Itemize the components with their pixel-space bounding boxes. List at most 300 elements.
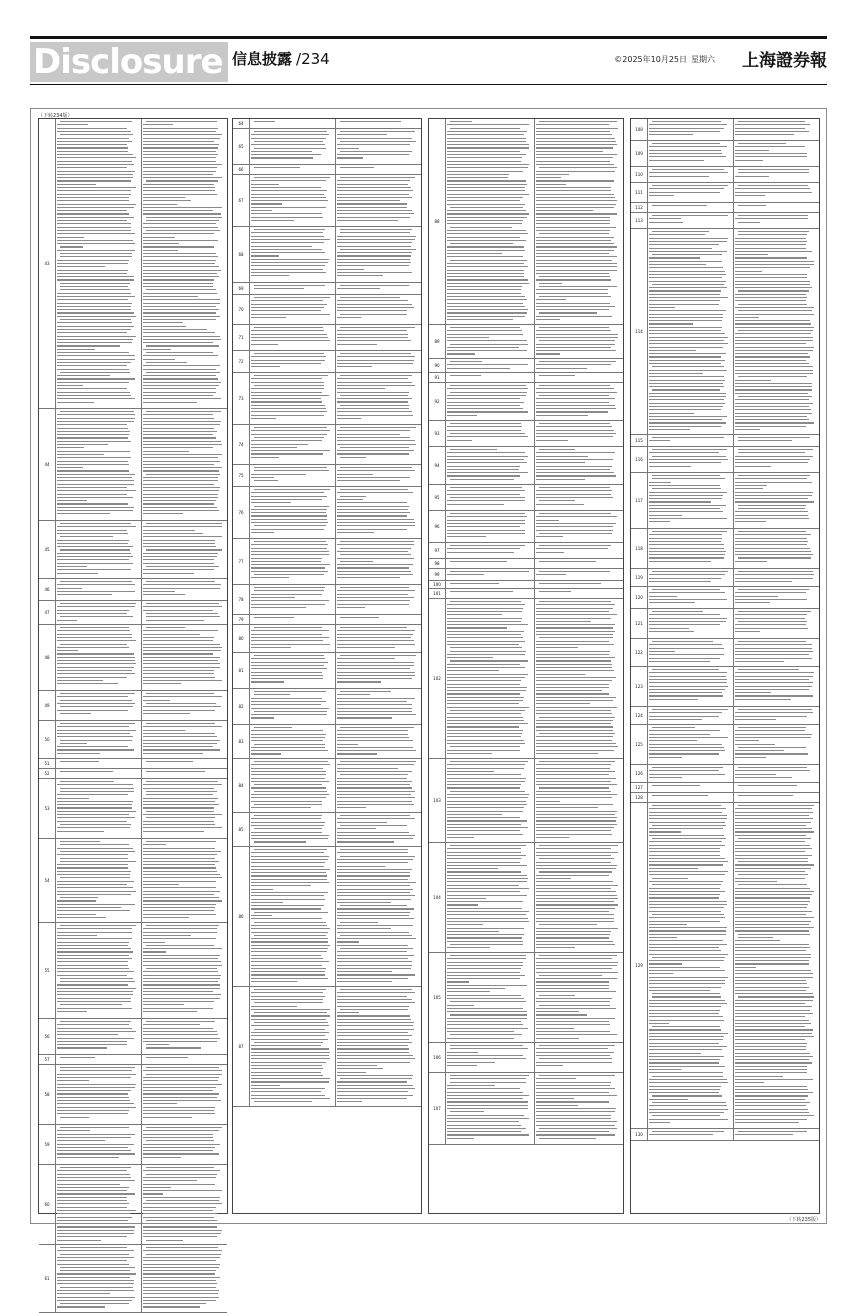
text-line bbox=[735, 661, 784, 662]
text-line bbox=[337, 675, 415, 676]
text-line bbox=[649, 845, 725, 846]
amended-clause-cell bbox=[335, 759, 421, 812]
amended-clause-cell bbox=[534, 447, 623, 484]
text-line bbox=[57, 167, 127, 168]
text-line bbox=[447, 124, 529, 125]
text-line bbox=[251, 300, 323, 301]
text-line bbox=[143, 1070, 222, 1071]
text-line bbox=[735, 927, 814, 928]
text-line bbox=[539, 591, 571, 592]
text-line bbox=[447, 147, 529, 148]
original-clause-cell bbox=[55, 839, 142, 922]
text-line bbox=[649, 548, 724, 549]
text-line bbox=[60, 743, 87, 744]
text-line bbox=[57, 266, 105, 267]
text-line bbox=[735, 940, 780, 941]
text-line bbox=[337, 892, 410, 893]
text-line bbox=[337, 207, 407, 208]
text-line bbox=[143, 157, 216, 158]
text-line bbox=[447, 807, 524, 808]
text-line bbox=[251, 265, 325, 266]
text-line bbox=[649, 618, 727, 619]
text-line bbox=[251, 974, 325, 975]
table-row bbox=[429, 359, 623, 373]
text-line bbox=[735, 366, 813, 367]
text-line bbox=[536, 246, 617, 247]
text-line bbox=[735, 628, 808, 629]
text-line bbox=[57, 1240, 101, 1241]
text-line bbox=[57, 500, 87, 501]
text-line bbox=[57, 1223, 131, 1224]
text-line bbox=[447, 408, 523, 409]
text-line bbox=[735, 1122, 799, 1123]
text-line bbox=[447, 462, 527, 463]
text-line bbox=[649, 459, 728, 460]
text-line bbox=[735, 841, 805, 842]
text-line bbox=[735, 251, 812, 252]
text-line bbox=[649, 828, 723, 829]
original-clause-cell bbox=[55, 1065, 142, 1124]
text-line bbox=[539, 1128, 617, 1129]
text-line bbox=[536, 991, 616, 992]
table-row bbox=[631, 609, 819, 639]
text-line bbox=[143, 740, 220, 741]
text-line bbox=[57, 733, 130, 734]
text-line bbox=[649, 812, 722, 813]
row-number: 87 bbox=[233, 987, 250, 1106]
text-line bbox=[735, 267, 810, 268]
text-line bbox=[57, 1044, 127, 1045]
text-line bbox=[738, 304, 807, 305]
text-line bbox=[735, 618, 805, 619]
text-line bbox=[447, 824, 521, 825]
text-line bbox=[60, 1167, 131, 1168]
text-line bbox=[447, 693, 520, 694]
text-line bbox=[649, 320, 722, 321]
text-line bbox=[735, 409, 811, 410]
text-line bbox=[146, 180, 218, 181]
text-line bbox=[57, 263, 128, 264]
text-line bbox=[536, 730, 613, 731]
original-clause-cell bbox=[445, 1043, 535, 1072]
text-line bbox=[447, 223, 522, 224]
text-line bbox=[146, 1254, 221, 1255]
text-line bbox=[735, 648, 812, 649]
text-line bbox=[536, 981, 609, 982]
row-number: 110 bbox=[631, 167, 648, 182]
text-line bbox=[447, 784, 521, 785]
text-line bbox=[539, 395, 609, 396]
text-line bbox=[251, 941, 328, 942]
text-line bbox=[536, 1118, 611, 1119]
text-line bbox=[337, 1048, 409, 1049]
table-row bbox=[631, 203, 819, 213]
text-line bbox=[536, 891, 616, 892]
text-line bbox=[251, 945, 330, 946]
text-line bbox=[735, 602, 770, 603]
text-line bbox=[340, 229, 412, 230]
text-line bbox=[536, 904, 618, 905]
text-line bbox=[143, 1217, 214, 1218]
text-line bbox=[649, 1029, 721, 1030]
text-line bbox=[57, 1100, 130, 1101]
text-line bbox=[254, 849, 327, 850]
text-line bbox=[143, 1273, 215, 1274]
table-row bbox=[631, 803, 819, 1129]
text-line bbox=[536, 306, 615, 307]
text-line bbox=[340, 617, 379, 618]
text-line bbox=[735, 977, 813, 978]
original-clause-cell bbox=[55, 601, 142, 624]
text-line bbox=[57, 1300, 132, 1301]
text-line bbox=[143, 200, 191, 201]
text-line bbox=[649, 1003, 727, 1004]
row-number: 78 bbox=[233, 585, 250, 614]
text-line bbox=[251, 398, 321, 399]
original-clause-cell bbox=[647, 529, 734, 568]
text-line bbox=[649, 373, 703, 374]
text-line bbox=[337, 522, 415, 523]
text-line bbox=[735, 403, 813, 404]
text-line bbox=[337, 217, 410, 218]
text-line bbox=[735, 456, 813, 457]
text-line bbox=[447, 978, 520, 979]
text-line bbox=[735, 340, 813, 341]
text-line bbox=[143, 147, 218, 148]
text-line bbox=[60, 1247, 127, 1248]
text-line bbox=[536, 270, 617, 271]
text-line bbox=[649, 599, 727, 600]
text-line bbox=[57, 484, 134, 485]
text-line bbox=[251, 210, 272, 211]
text-line bbox=[649, 261, 722, 262]
text-line bbox=[143, 243, 179, 244]
text-line bbox=[337, 480, 400, 481]
text-line bbox=[447, 885, 519, 886]
text-line bbox=[143, 588, 220, 589]
original-clause-cell bbox=[445, 485, 535, 510]
text-line bbox=[57, 1280, 134, 1281]
text-line bbox=[447, 972, 520, 973]
text-line bbox=[251, 515, 327, 516]
text-line bbox=[146, 220, 219, 221]
text-line bbox=[738, 727, 806, 728]
text-line bbox=[735, 363, 809, 364]
text-line bbox=[251, 395, 329, 396]
text-line bbox=[340, 327, 415, 328]
text-line bbox=[57, 736, 133, 737]
text-line bbox=[60, 861, 136, 862]
text-line bbox=[143, 848, 215, 849]
text-line bbox=[447, 697, 524, 698]
table-row bbox=[631, 587, 819, 609]
text-line bbox=[649, 835, 724, 836]
text-line bbox=[738, 376, 807, 377]
text-line bbox=[57, 204, 136, 205]
text-line bbox=[536, 848, 611, 849]
text-line bbox=[340, 375, 412, 376]
text-line bbox=[254, 427, 327, 428]
original-clause-cell bbox=[445, 383, 535, 420]
text-line bbox=[337, 841, 394, 842]
text-line bbox=[649, 1066, 725, 1067]
text-line bbox=[57, 1080, 89, 1081]
text-line bbox=[649, 960, 724, 961]
text-line bbox=[447, 200, 520, 201]
amended-clause-cell bbox=[335, 813, 421, 846]
original-clause-cell bbox=[647, 167, 734, 182]
text-line bbox=[536, 459, 613, 460]
original-clause-cell bbox=[647, 473, 734, 528]
text-line bbox=[143, 798, 218, 799]
text-line bbox=[450, 660, 528, 661]
text-line bbox=[60, 372, 130, 373]
table-row bbox=[429, 759, 623, 843]
text-line bbox=[57, 1210, 136, 1211]
text-line bbox=[536, 740, 612, 741]
text-line bbox=[536, 680, 612, 681]
text-line bbox=[337, 184, 408, 185]
table-column-4 bbox=[630, 118, 820, 1214]
text-line bbox=[340, 548, 411, 549]
text-line bbox=[447, 690, 526, 691]
text-line bbox=[340, 131, 415, 132]
original-clause-cell bbox=[647, 569, 734, 586]
text-line bbox=[143, 660, 218, 661]
text-line bbox=[735, 323, 811, 324]
text-line bbox=[337, 1055, 413, 1056]
text-line bbox=[649, 858, 725, 859]
text-line bbox=[447, 405, 520, 406]
text-line bbox=[649, 1069, 681, 1070]
text-line bbox=[536, 978, 617, 979]
text-line bbox=[735, 287, 812, 288]
text-line bbox=[143, 573, 194, 574]
text-line bbox=[143, 647, 222, 648]
text-line bbox=[652, 121, 721, 122]
text-line bbox=[57, 1087, 135, 1088]
text-line bbox=[735, 294, 806, 295]
text-line bbox=[143, 984, 220, 985]
text-line bbox=[60, 771, 113, 772]
text-line bbox=[649, 501, 711, 502]
text-line bbox=[337, 694, 370, 695]
text-line bbox=[536, 931, 611, 932]
text-line bbox=[340, 815, 410, 816]
text-line bbox=[649, 1062, 719, 1063]
text-line bbox=[337, 955, 414, 956]
text-line bbox=[251, 981, 297, 982]
row-number: 52 bbox=[39, 769, 56, 778]
table-row bbox=[39, 521, 227, 579]
text-line bbox=[251, 477, 274, 478]
text-line bbox=[57, 1090, 131, 1091]
original-clause-cell bbox=[647, 793, 734, 802]
text-line bbox=[447, 674, 528, 675]
text-line bbox=[251, 382, 324, 383]
text-line bbox=[735, 950, 806, 951]
row-number: 96 bbox=[429, 511, 446, 542]
text-line bbox=[60, 978, 133, 979]
table-row bbox=[39, 409, 227, 521]
row-number: 67 bbox=[233, 175, 250, 226]
text-line bbox=[450, 571, 529, 572]
text-line bbox=[649, 350, 696, 351]
text-line bbox=[652, 571, 728, 572]
text-line bbox=[652, 231, 709, 232]
text-line bbox=[536, 968, 612, 969]
text-line bbox=[337, 807, 366, 808]
text-line bbox=[649, 848, 720, 849]
text-line bbox=[447, 1028, 528, 1029]
original-clause-cell bbox=[55, 521, 142, 578]
text-line bbox=[60, 693, 135, 694]
text-line bbox=[536, 634, 613, 635]
text-line bbox=[143, 444, 222, 445]
text-line bbox=[143, 194, 217, 195]
text-line bbox=[60, 1067, 135, 1068]
text-line bbox=[251, 246, 312, 247]
text-line bbox=[447, 713, 521, 714]
text-line bbox=[735, 858, 808, 859]
text-line bbox=[337, 499, 363, 500]
row-number: 122 bbox=[631, 639, 648, 666]
row-number: 49 bbox=[39, 691, 56, 720]
text-line bbox=[447, 871, 521, 872]
text-line bbox=[735, 1003, 805, 1004]
text-line bbox=[143, 904, 216, 905]
amended-clause-cell bbox=[534, 589, 623, 598]
text-line bbox=[251, 275, 289, 276]
text-line bbox=[337, 1015, 410, 1016]
text-line bbox=[539, 1058, 612, 1059]
table-row bbox=[429, 511, 623, 543]
text-line bbox=[649, 730, 720, 731]
text-line bbox=[57, 801, 133, 802]
text-line bbox=[254, 506, 329, 507]
text-line bbox=[735, 1062, 812, 1063]
text-line bbox=[649, 661, 710, 662]
text-line bbox=[539, 361, 616, 362]
text-line bbox=[539, 375, 575, 376]
table-row bbox=[233, 653, 421, 689]
text-line bbox=[57, 848, 133, 849]
text-line bbox=[447, 726, 519, 727]
text-line bbox=[251, 1019, 326, 1020]
section-name: 信息披露 bbox=[232, 50, 293, 68]
text-line bbox=[447, 194, 529, 195]
text-line bbox=[57, 447, 84, 448]
amended-clause-cell bbox=[534, 383, 623, 420]
text-line bbox=[539, 1005, 610, 1006]
text-line bbox=[536, 1021, 609, 1022]
text-line bbox=[735, 1099, 805, 1100]
text-line bbox=[57, 270, 128, 271]
text-line bbox=[735, 1059, 809, 1060]
row-number: 72 bbox=[233, 351, 250, 372]
amended-clause-cell bbox=[141, 409, 227, 520]
text-line bbox=[337, 262, 411, 263]
text-line bbox=[57, 1024, 129, 1025]
text-line bbox=[649, 954, 728, 955]
text-line bbox=[337, 388, 385, 389]
text-line bbox=[649, 393, 726, 394]
text-line bbox=[143, 398, 221, 399]
text-line bbox=[337, 607, 365, 608]
text-line bbox=[649, 534, 722, 535]
text-line bbox=[143, 1264, 220, 1265]
text-line bbox=[738, 231, 809, 232]
text-line bbox=[447, 1052, 478, 1053]
text-line bbox=[447, 740, 524, 741]
text-line bbox=[143, 891, 220, 892]
text-line bbox=[57, 273, 127, 274]
text-line bbox=[57, 490, 136, 491]
text-line bbox=[735, 770, 810, 771]
text-line bbox=[337, 1039, 409, 1040]
text-line bbox=[450, 1082, 526, 1083]
text-line bbox=[738, 795, 793, 796]
text-line bbox=[57, 464, 129, 465]
text-line bbox=[146, 945, 214, 946]
text-line bbox=[735, 993, 813, 994]
text-line bbox=[536, 260, 612, 261]
text-line bbox=[251, 344, 278, 345]
table-row bbox=[631, 447, 819, 473]
text-line bbox=[337, 902, 391, 903]
original-clause-cell bbox=[445, 421, 535, 446]
text-line bbox=[649, 482, 671, 483]
text-line bbox=[738, 747, 806, 748]
text-line bbox=[536, 928, 618, 929]
text-line bbox=[649, 774, 725, 775]
text-line bbox=[143, 1084, 222, 1085]
text-line bbox=[57, 1137, 131, 1138]
text-line bbox=[539, 449, 575, 450]
text-line bbox=[735, 651, 813, 652]
text-line bbox=[57, 164, 134, 165]
text-line bbox=[447, 388, 528, 389]
text-line bbox=[254, 467, 327, 468]
text-line bbox=[447, 530, 525, 531]
text-line bbox=[447, 452, 525, 453]
text-line bbox=[57, 730, 136, 731]
text-line bbox=[536, 350, 616, 351]
text-line bbox=[340, 935, 412, 936]
text-line bbox=[57, 355, 135, 356]
original-clause-cell bbox=[445, 511, 535, 542]
text-line bbox=[447, 834, 523, 835]
text-line bbox=[536, 266, 617, 267]
row-number: 100 bbox=[429, 581, 446, 588]
text-line bbox=[143, 907, 215, 908]
text-line bbox=[251, 675, 323, 676]
text-line bbox=[57, 1077, 131, 1078]
text-line bbox=[649, 689, 725, 690]
text-line bbox=[447, 830, 520, 831]
text-line bbox=[143, 650, 221, 651]
amended-clause-cell bbox=[534, 421, 623, 446]
text-line bbox=[652, 957, 725, 958]
text-line bbox=[735, 930, 809, 931]
amended-clause-cell bbox=[141, 721, 227, 758]
text-line bbox=[143, 988, 220, 989]
row-number: 45 bbox=[39, 521, 56, 578]
text-line bbox=[536, 750, 614, 751]
row-number: 101 bbox=[429, 589, 446, 598]
text-line bbox=[649, 518, 727, 519]
text-line bbox=[536, 1101, 609, 1102]
